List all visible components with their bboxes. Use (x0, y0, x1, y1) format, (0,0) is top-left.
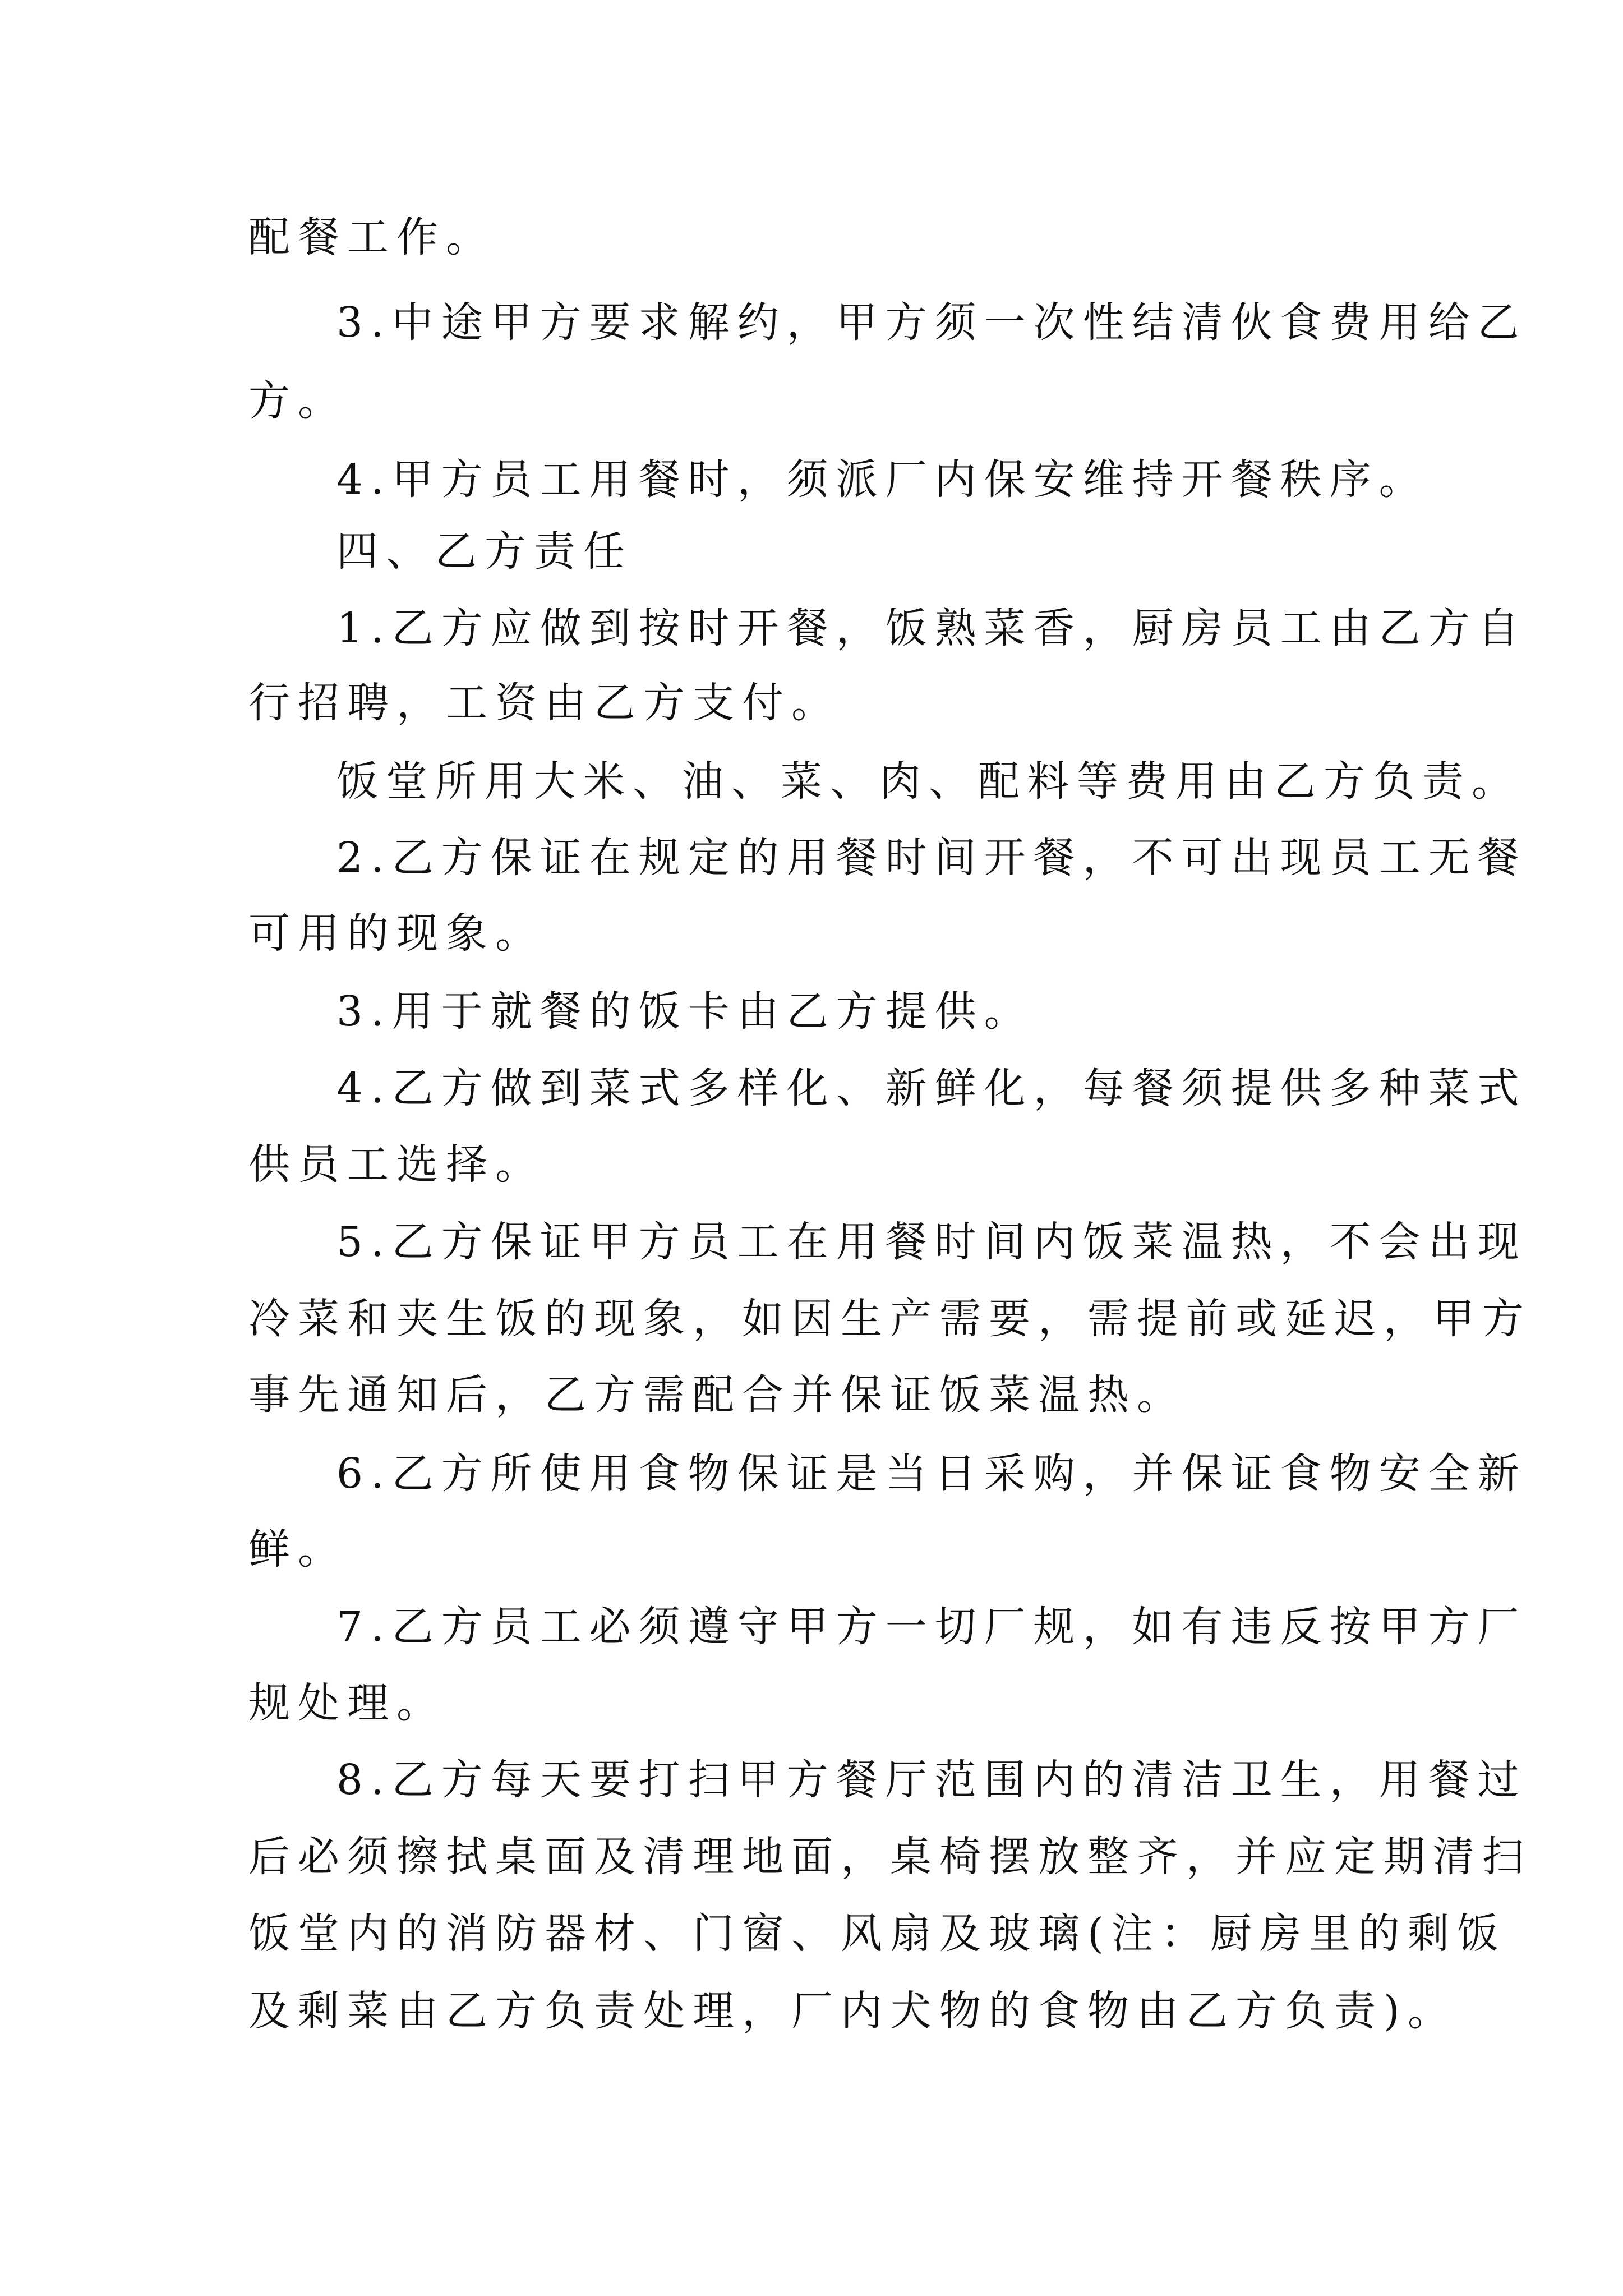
text-line: 方。 (248, 377, 347, 425)
text-line: 规处理。 (248, 1679, 446, 1727)
text-line: 可用的现象。 (248, 909, 545, 958)
text-line: 8.乙方每天要打扫甲方餐厅范围内的清洁卫生，用餐过 (336, 1756, 1527, 1804)
text-line: 冷菜和夹生饭的现象，如因生产需要，需提前或延迟，甲方 (248, 1295, 1532, 1343)
text-line: 鲜。 (248, 1525, 347, 1573)
text-line: 7.乙方员工必须遵守甲方一切厂规，如有违反按甲方厂 (336, 1603, 1527, 1651)
text-line: 2.乙方保证在规定的用餐时间开餐，不可出现员工无餐 (336, 834, 1527, 882)
text-line: 行招聘，工资由乙方支付。 (248, 679, 841, 727)
text-line: 后必须擦拭桌面及清理地面，桌椅摆放整齐，并应定期清扫 (248, 1833, 1532, 1881)
text-line: 事先通知后，乙方需配合并保证饭菜温热。 (248, 1371, 1186, 1419)
text-line: 供员工选择。 (248, 1140, 545, 1189)
text-line: 1.乙方应做到按时开餐，饭熟菜香，厨房员工由乙方自 (336, 604, 1527, 652)
text-line: 4.甲方员工用餐时，须派厂内保安维持开餐秩序。 (336, 455, 1428, 504)
text-line: 4.乙方做到菜式多样化、新鲜化，每餐须提供多种菜式 (336, 1064, 1527, 1112)
text-line: 及剩菜由乙方负责处理，厂内犬物的食物由乙方负责)。 (248, 1987, 1457, 2035)
text-line: 饭堂内的消防器材、门窗、风扇及玻璃(注：厨房里的剩饭 (248, 1910, 1506, 1958)
text-line: 配餐工作。 (248, 213, 495, 261)
text-line: 5.乙方保证甲方员工在用餐时间内饭菜温热，不会出现 (336, 1218, 1527, 1266)
text-line: 3.用于就餐的饭卡由乙方提供。 (336, 987, 1034, 1036)
section-heading: 四、乙方责任 (336, 527, 633, 576)
text-line: 饭堂所用大米、油、菜、肉、配料等费用由乙方负责。 (336, 757, 1521, 806)
text-line: 6.乙方所使用食物保证是当日采购，并保证食物安全新 (336, 1450, 1527, 1498)
text-line: 3.中途甲方要求解约，甲方须一次性结清伙食费用给乙 (336, 298, 1527, 347)
